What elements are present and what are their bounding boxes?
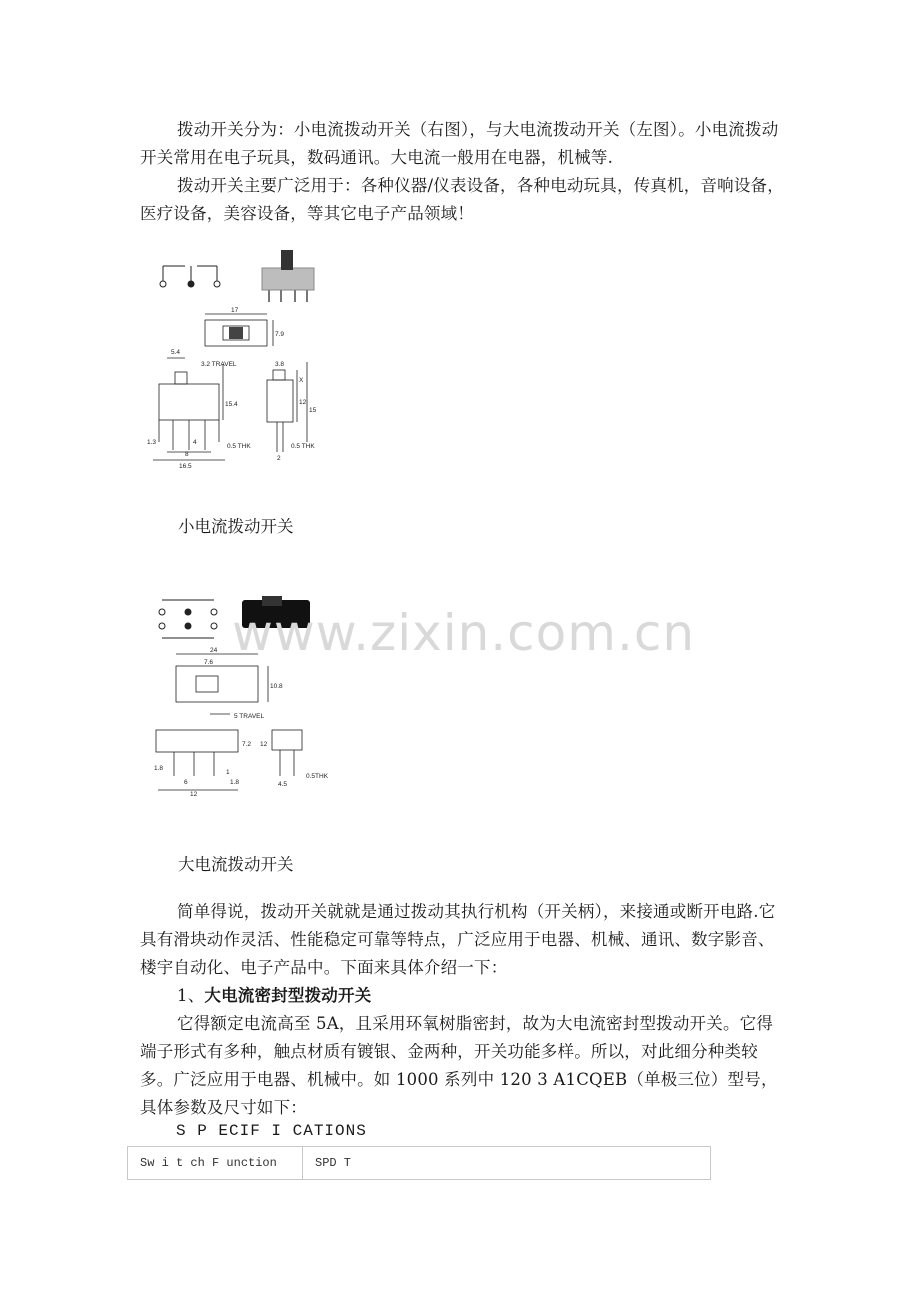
section-paragraph: 它得额定电流高至 5A，且采用环氧树脂密封，故为大电流密封型拨动开关。它得端子形式有多种，触点材质有镀银、金两种，开关功能多样。所以，对此细分种类较多。广泛应用于电器、机械中。如 1000 系列中 120 3 A1CQEB（单极三位）型号，具体参数及尺寸如下： bbox=[140, 1014, 778, 1117]
dim-6: 6 bbox=[184, 779, 188, 786]
small-switch-photo bbox=[262, 250, 314, 302]
schematic-symbol bbox=[159, 600, 217, 638]
dim-2: 2 bbox=[277, 455, 281, 462]
specifications-title: S P ECIF I CATIONS bbox=[176, 1122, 367, 1140]
description-paragraph: 简单得说，拨动开关就就是通过拨动其执行机构（开关柄），来接通或断开电路.它具有滑块动作灵活、性能稳定可靠等特点，广泛应用于电器、机械、通讯、数字影音、楼宇自动化、电子产品中。下面来具体介绍一下： bbox=[140, 902, 776, 977]
dim-1: 1 bbox=[226, 769, 230, 776]
specifications-table bbox=[127, 1146, 711, 1180]
dim-3-8: 3.8 bbox=[275, 361, 285, 368]
spec-key: Sw i t ch F unction bbox=[128, 1147, 303, 1179]
dim-5-4: 5.4 bbox=[171, 349, 181, 356]
thk-right: 0.5 THK bbox=[291, 443, 315, 450]
travel-label-2: 5 TRAVEL bbox=[234, 713, 265, 720]
thk-label: 0.5THK bbox=[306, 773, 329, 780]
small-current-switch-diagram bbox=[145, 246, 335, 472]
dim-15: 15 bbox=[309, 407, 317, 414]
dim-17: 17 bbox=[231, 307, 239, 314]
dim-24: 24 bbox=[210, 647, 218, 654]
section-number: 1、 bbox=[177, 986, 205, 1005]
dim-16-5: 16.5 bbox=[179, 463, 192, 470]
figure-2-caption: 大电流拨动开关 bbox=[178, 855, 294, 874]
dim-1-8: 1.8 bbox=[154, 765, 164, 772]
dim-12: 12 bbox=[299, 399, 307, 406]
watermark: www.zixin.com.cn bbox=[232, 604, 696, 662]
dim-x: X bbox=[299, 377, 304, 384]
dim-1-3: 1.3 bbox=[147, 439, 157, 446]
dim-4-5: 4.5 bbox=[278, 781, 288, 788]
spec-value: SPD T bbox=[315, 1156, 352, 1170]
dim-7-6: 7.6 bbox=[204, 659, 214, 666]
intro-paragraph-1: 拨动开关分为：小电流拨动开关（右图），与大电流拨动开关（左图）。小电流拨动开关常用在电子玩具，数码通讯。大电流一般用在电器，机械等. bbox=[140, 120, 779, 167]
schematic-symbol bbox=[160, 266, 220, 287]
intro-paragraph-2: 拨动开关主要广泛用于：各种仪器/仪表设备，各种电动玩具，传真机，音响设备，医疗设备，美容设备，等其它电子产品领域！ bbox=[140, 176, 784, 223]
dim-12v: 12 bbox=[260, 741, 268, 748]
thk-left: 0.5 THK bbox=[227, 443, 251, 450]
section-heading bbox=[140, 982, 785, 1010]
dim-1-8b: 1.8 bbox=[230, 779, 240, 786]
dim-10-8: 10.8 bbox=[270, 683, 283, 690]
figure-1-caption: 小电流拨动开关 bbox=[178, 517, 294, 536]
dim-7-2: 7.2 bbox=[242, 741, 252, 748]
dim-15-4: 15.4 bbox=[225, 401, 238, 408]
dim-4: 4 bbox=[193, 439, 197, 446]
dim-12: 12 bbox=[190, 791, 198, 798]
section-title: 大电流密封型拨动开关 bbox=[204, 986, 372, 1005]
dim-8: 8 bbox=[185, 451, 189, 458]
travel-label: 3.2 TRAVEL bbox=[201, 361, 237, 368]
dim-7-9: 7.9 bbox=[275, 331, 285, 338]
